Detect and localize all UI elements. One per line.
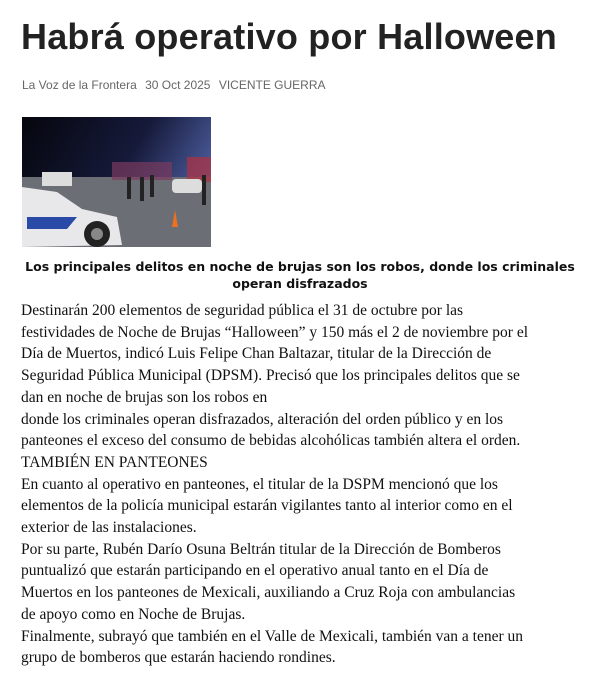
paragraph-line: TAMBIÉN EN PANTEONES <box>21 453 208 471</box>
paragraph-line: festividades de Noche de Brujas “Halloween” y 150 más el 2 de noviembre por el <box>21 323 529 341</box>
paragraph-line: puntualizó que estarán participando en el operativo anual tanto en el Día de <box>21 562 489 580</box>
paragraph-line: de apoyo como en Noche de Brujas. <box>21 605 246 623</box>
paragraph-line: Seguridad Pública Municipal (DPSM). Precisó que los principales delitos que se <box>21 367 520 385</box>
paragraph-line: En cuanto al operativo en panteones, el titular de la DSPM mencionó que los <box>21 475 498 493</box>
article-paragraph <box>21 626 591 669</box>
paragraph-line: elementos de la policía municipal estarán vigilantes tanto al interior como en el <box>21 497 513 515</box>
paragraph-line: panteones el exceso del consumo de bebidas alcohólicas también altera el orden. <box>21 432 521 450</box>
paragraph-line: donde los criminales operan disfrazados, alteración del orden público y en los <box>21 410 504 428</box>
article-body <box>21 300 591 669</box>
paragraph-line: exterior de las instalaciones. <box>21 519 197 537</box>
paragraph-line: Muertos en los panteones de Mexicali, auxiliando a Cruz Roja con ambulancias <box>21 584 516 602</box>
article-paragraph <box>21 539 591 626</box>
article-paragraph <box>21 452 591 474</box>
image-caption: Los principales delitos en noche de brujas son los robos, donde los criminales operan disfrazados <box>25 259 575 291</box>
paragraph-line: Finalmente, subrayó que también en el Valle de Mexicali, también van a tener un <box>21 627 524 645</box>
paragraph-line: Día de Muertos, indicó Luis Felipe Chan Baltazar, titular de la Dirección de <box>21 345 492 363</box>
article-paragraph <box>21 474 591 539</box>
paragraph-line: Por su parte, Rubén Darío Osuna Beltrán titular de la Dirección de Bomberos <box>21 540 501 558</box>
article-meta <box>22 78 331 92</box>
article-title: Habrá operativo por Halloween <box>21 16 557 57</box>
article-source[interactable]: La Voz de la Frontera <box>22 78 137 92</box>
article-paragraph <box>21 300 591 409</box>
article-photo <box>22 117 211 247</box>
article-date: 30 Oct 2025 <box>145 78 211 92</box>
paragraph-line: grupo de bomberos que estarán haciendo rondines. <box>21 649 336 667</box>
article-paragraph <box>21 409 591 452</box>
paragraph-line: Destinarán 200 elementos de seguridad pública el 31 de octubre por las <box>21 302 464 319</box>
paragraph-line: dan en noche de brujas son los robos en <box>21 388 268 406</box>
article-author[interactable]: VICENTE GUERRA <box>218 78 326 92</box>
